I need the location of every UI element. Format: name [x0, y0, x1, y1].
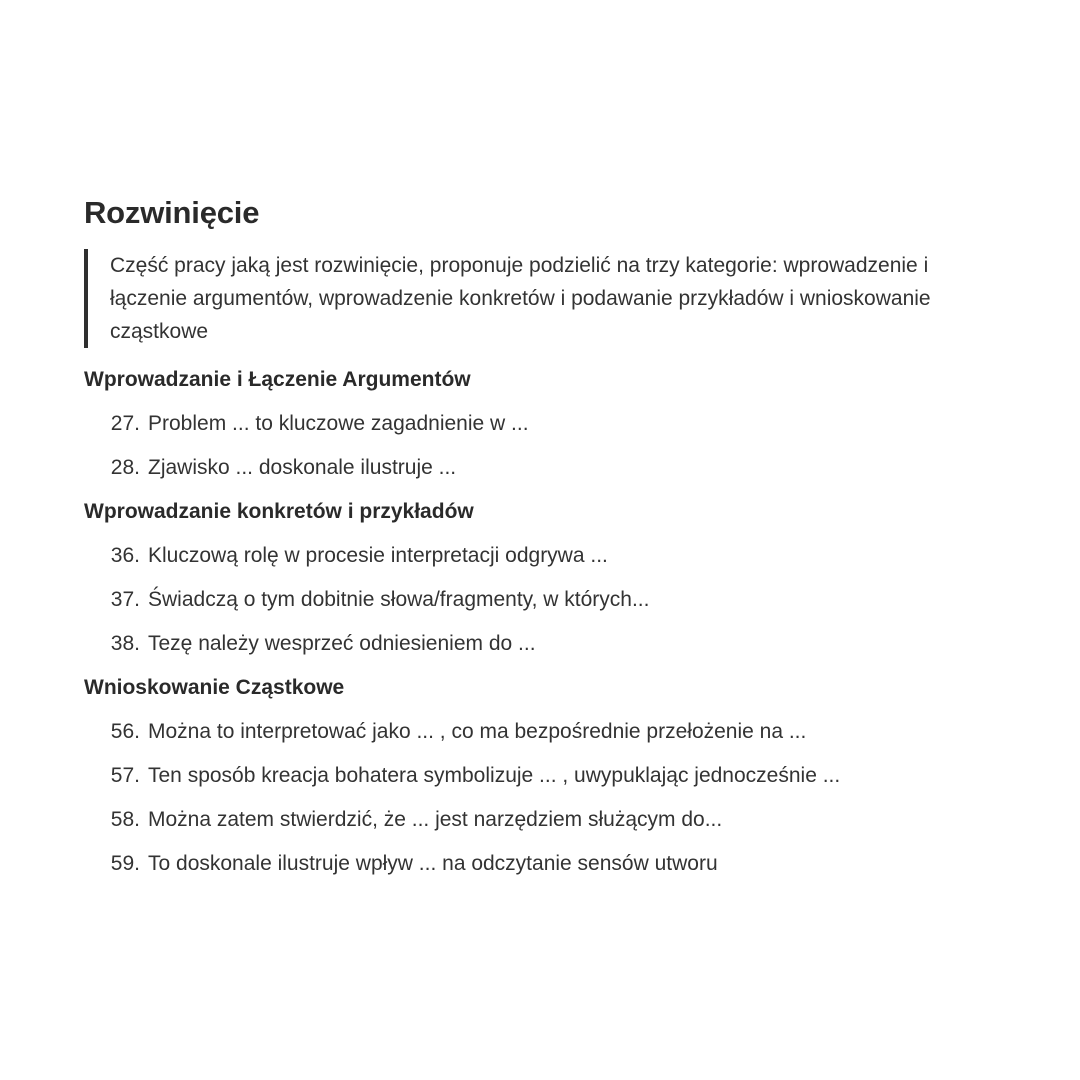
list-item-text: Można to interpretować jako ... , co ma bezpośrednie przełożenie na ...	[148, 720, 807, 743]
list-item-text: Zjawisko ... doskonale ilustruje ...	[148, 456, 457, 479]
list-item-text: Problem ... to kluczowe zagadnienie w ...	[148, 412, 529, 435]
section-heading: Wprowadzanie konkretów i przykładów	[84, 500, 474, 523]
list-item-text: Kluczową rolę w procesie interpretacji odgrywa ...	[148, 544, 608, 567]
list-item	[84, 542, 1004, 570]
list-item	[84, 762, 1004, 790]
list-item-text: Tezę należy wesprzeć odniesieniem do ...	[148, 632, 536, 655]
list-item-number: 28.	[110, 456, 140, 479]
numbered-list	[84, 410, 1004, 482]
section-conclusions	[84, 674, 1004, 878]
page-title: Rozwinięcie	[84, 195, 260, 230]
list-item-text: Można zatem stwierdzić, że ... jest narzędziem służącym do...	[148, 808, 723, 831]
numbered-list	[84, 718, 1004, 878]
list-item-number: 27.	[110, 412, 140, 435]
list-item	[84, 806, 1004, 834]
list-item-number: 38.	[110, 632, 140, 655]
list-item	[84, 718, 1004, 746]
list-item-number: 56.	[110, 720, 140, 743]
list-item-text: To doskonale ilustruje wpływ ... na odczytanie sensów utworu	[148, 852, 718, 875]
intro-blockquote	[84, 249, 1004, 348]
list-item-number: 58.	[110, 808, 140, 831]
list-item-number: 36.	[110, 544, 140, 567]
list-item-text: Świadczą o tym dobitnie słowa/fragmenty, w których...	[148, 588, 650, 611]
section-heading: Wnioskowanie Cząstkowe	[84, 676, 345, 699]
numbered-list	[84, 542, 1004, 658]
list-item-number: 59.	[110, 852, 140, 875]
intro-text: Część pracy jaką jest rozwinięcie, proponuje podzielić na trzy kategorie: wprowadzenie i łączenie argumentów, wprowadzenie konkretów i podawanie przykładów i wnioskowanie cząstkowe	[110, 254, 931, 343]
list-item-text: Ten sposób kreacja bohatera symbolizuje ... , uwypuklając jednocześnie ...	[148, 764, 841, 787]
document-page	[84, 193, 1004, 878]
section-heading: Wprowadzanie i Łączenie Argumentów	[84, 368, 471, 391]
list-item-number: 57.	[110, 764, 140, 787]
list-item	[84, 630, 1004, 658]
list-item	[84, 410, 1004, 438]
list-item	[84, 850, 1004, 878]
list-item	[84, 454, 1004, 482]
list-item-number: 37.	[110, 588, 140, 611]
section-arguments	[84, 366, 1004, 482]
section-examples	[84, 498, 1004, 658]
list-item	[84, 586, 1004, 614]
